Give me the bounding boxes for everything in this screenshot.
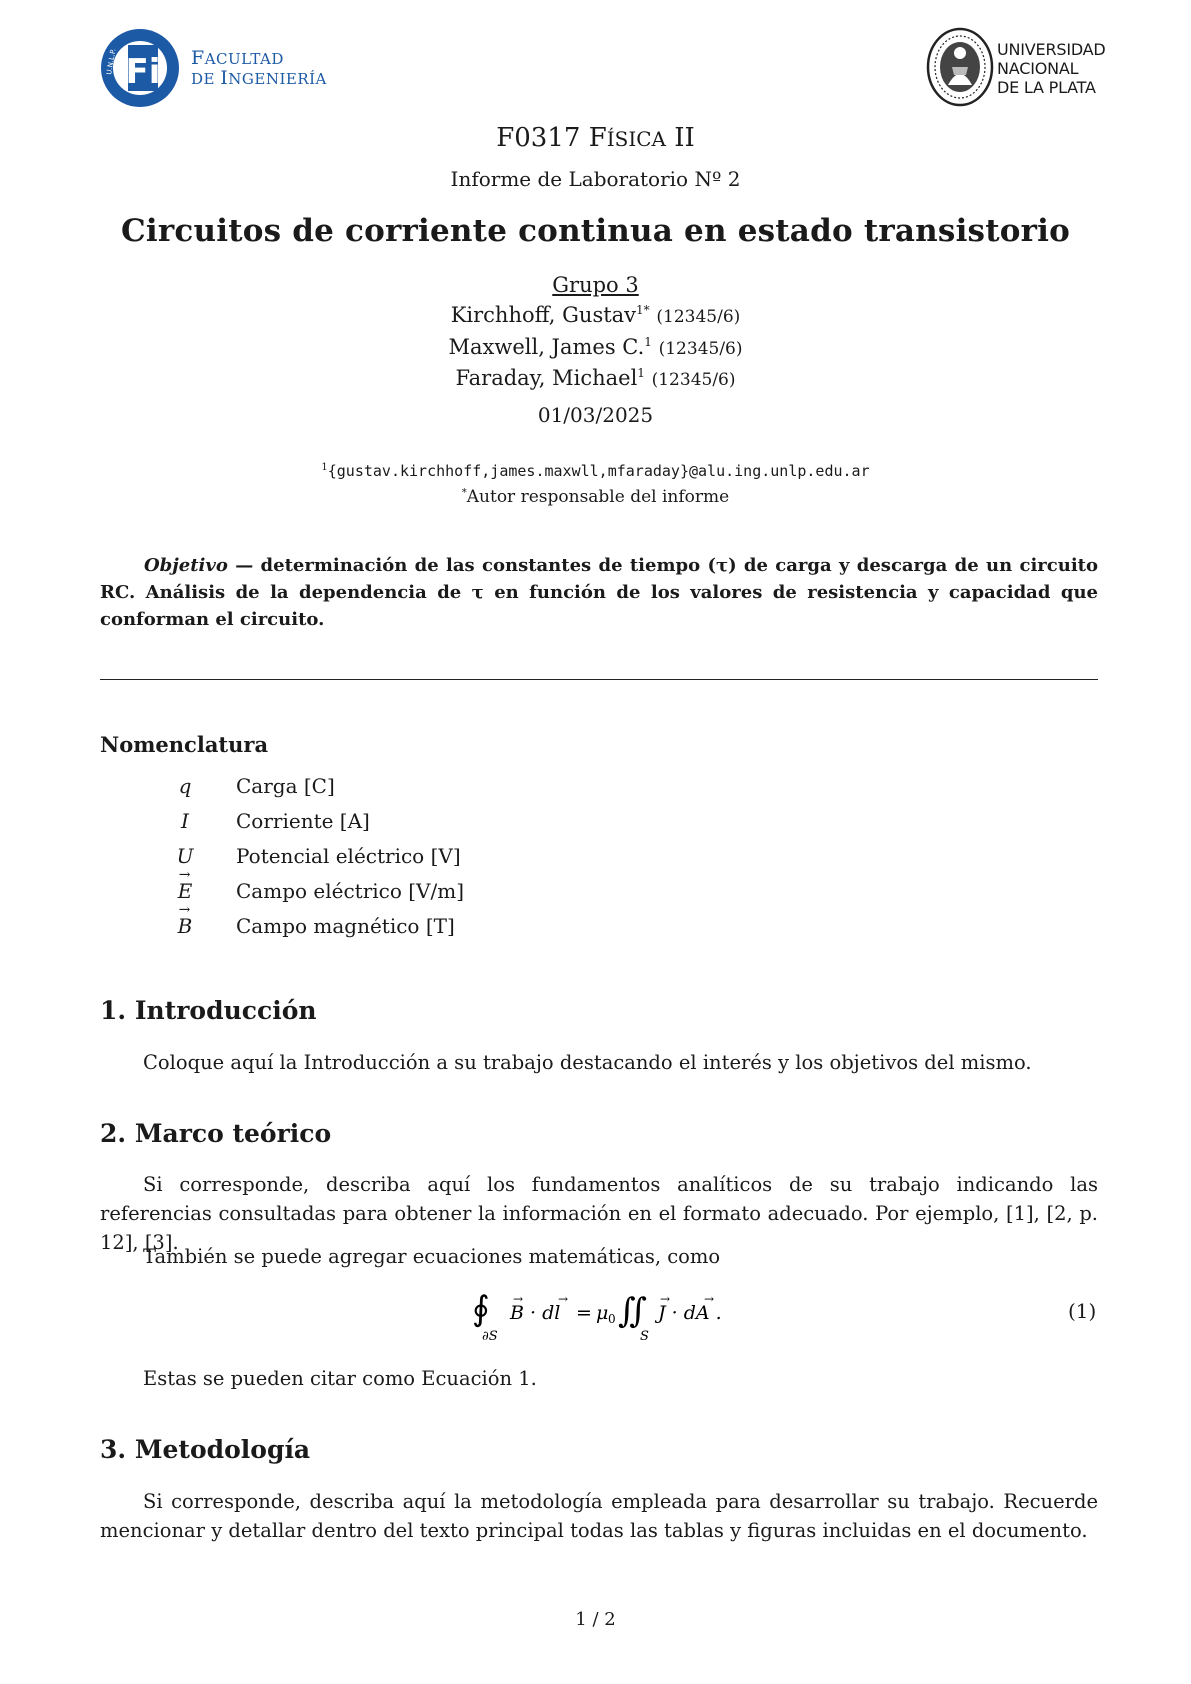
author-emails (0, 462, 1191, 480)
nomenclature-title: Nomenclatura (100, 732, 269, 757)
horizontal-rule (100, 679, 1098, 680)
vector-arrow-icon: → (558, 1292, 569, 1306)
objective-paragraph (100, 552, 1098, 633)
equation-mu-subscript: 0 (608, 1312, 616, 1326)
author-name: Faraday, Michael (455, 366, 638, 390)
author-id: (12345/6) (658, 339, 743, 359)
emblem-letters: Fi (125, 52, 161, 92)
author-id: (12345/6) (651, 370, 736, 390)
nomenclature-description: Corriente [A] (236, 809, 370, 833)
university-name (997, 40, 1106, 97)
responsible-mark: * (461, 487, 467, 499)
faculty-emblem-icon (99, 27, 181, 109)
document-title: Circuitos de corriente continua en estado transistorio (121, 213, 1070, 249)
course-title (0, 123, 1191, 153)
section-number: 1. (100, 996, 127, 1025)
vector-arrow-icon: → (178, 867, 191, 883)
course-number: II (674, 123, 695, 153)
report-date: 01/03/2025 (537, 403, 654, 427)
faculty-name-rest: ACULTAD (204, 50, 284, 68)
equation-lhs: B · dl (510, 1302, 561, 1324)
nomenclature-symbol-letter: B (177, 914, 193, 938)
faculty-name-initial-2: I (220, 67, 229, 89)
vector-arrow-icon: → (704, 1292, 715, 1306)
section-number: 3. (100, 1435, 127, 1464)
faculty-logo (99, 27, 349, 111)
double-integral-icon: ∬ (618, 1291, 647, 1331)
contour-integral-icon: ∮ (472, 1290, 490, 1329)
faculty-name-prefix: DE (191, 70, 221, 88)
faculty-name (191, 49, 327, 89)
course-name-initial: F (588, 123, 607, 153)
author-name: Maxwell, James C. (448, 335, 645, 359)
nomenclature-description: Potencial eléctrico [V] (236, 844, 461, 868)
body-paragraph: Coloque aquí la Introducción a su trabajo destacando el interés y los objetivos del mismo. (143, 1051, 1032, 1074)
group-name: Grupo 3 (552, 273, 639, 297)
body-paragraph: Estas se pueden citar como Ecuación 1. (143, 1367, 537, 1390)
responsible-text: Autor responsable del informe (466, 487, 730, 507)
email-mark: 1 (321, 462, 328, 473)
author-line (0, 303, 1191, 327)
vector-arrow-icon: → (660, 1292, 671, 1306)
vector-arrow-icon: → (513, 1292, 524, 1306)
ampere-law-equation (470, 1290, 750, 1342)
nomenclature-symbol: I (181, 809, 189, 833)
equation-mu: μ (596, 1302, 609, 1324)
body-paragraph: Si corresponde, describa aquí los fundamentos analíticos de su trabajo indicando las referencias consultadas para obtener la información en el formato adecuado. Por ejemplo, [1], [2, p. 12], [3]. (100, 1173, 1098, 1254)
author-line (0, 366, 1191, 390)
section-title: Introducción (134, 996, 317, 1025)
author-marks: 1 (644, 335, 652, 349)
page-number: 1 / 2 (575, 1609, 616, 1630)
section-heading (100, 1119, 331, 1148)
objective-dash: — (227, 555, 261, 576)
report-number: Informe de Laboratorio Nº 2 (450, 167, 741, 191)
author-line (0, 335, 1191, 359)
responsible-note (0, 487, 1191, 507)
section-heading (100, 996, 317, 1025)
nomenclature-symbol (160, 867, 210, 903)
nomenclature-description: Campo eléctrico [V/m] (236, 879, 465, 903)
university-name-line: NACIONAL (997, 59, 1079, 78)
faculty-name-rest-2: NGENIERÍA (228, 70, 327, 88)
author-name: Kirchhoff, Gustav (450, 303, 637, 327)
equation-equals: = (576, 1302, 592, 1324)
faculty-name-initial: F (191, 47, 205, 69)
section-number: 2. (100, 1119, 127, 1148)
objective-text: determinación de las constantes de tiempo (τ) de carga y descarga de un circuito RC. Análisis de la dependencia de τ en función de los valores de resistencia y capacidad que conforman el circuito. (100, 555, 1098, 630)
body-paragraph: También se puede agregar ecuaciones matemáticas, como (143, 1245, 721, 1268)
nomenclature-symbol-letter: E (177, 879, 193, 903)
section-heading (100, 1435, 310, 1464)
university-name-line: UNIVERSIDAD (997, 40, 1106, 59)
university-seal-icon (926, 27, 994, 107)
nomenclature-description: Campo magnético [T] (236, 914, 455, 938)
nomenclature-symbol (160, 902, 210, 938)
equation-rhs-subscript: S (640, 1329, 649, 1342)
equation-lhs-subscript: ∂S (482, 1329, 498, 1342)
vector-arrow-icon: → (178, 902, 191, 918)
author-marks: 1 (637, 366, 645, 380)
author-marks: 1* (636, 303, 650, 317)
section-title: Metodología (134, 1435, 311, 1464)
nomenclature-symbol: q (178, 774, 192, 798)
emblem-ring-text: U.N.L.P. (105, 48, 118, 76)
nomenclature-description: Carga [C] (236, 774, 335, 798)
author-id: (12345/6) (656, 307, 741, 327)
objective-label: Objetivo (144, 555, 228, 576)
nomenclature-symbol: U (176, 844, 194, 868)
email-list: {gustav.kirchhoff,james.maxwll,mfaraday}@alu.ing.unlp.edu.ar (327, 462, 870, 480)
section-title: Marco teórico (134, 1119, 332, 1148)
university-logo (926, 27, 1106, 111)
course-name-rest: ÍSICA (606, 127, 666, 151)
body-paragraph: Si corresponde, describa aquí la metodología empleada para desarrollar su trabajo. Recuerde mencionar y detallar dentro del texto principal todas las tablas y figuras incluidas en el documento. (100, 1490, 1098, 1542)
equation-rhs: J · dA . (658, 1302, 722, 1324)
course-code: F0317 (496, 123, 581, 153)
university-name-line: DE LA PLATA (997, 78, 1096, 97)
equation-number: (1) (1068, 1299, 1097, 1323)
